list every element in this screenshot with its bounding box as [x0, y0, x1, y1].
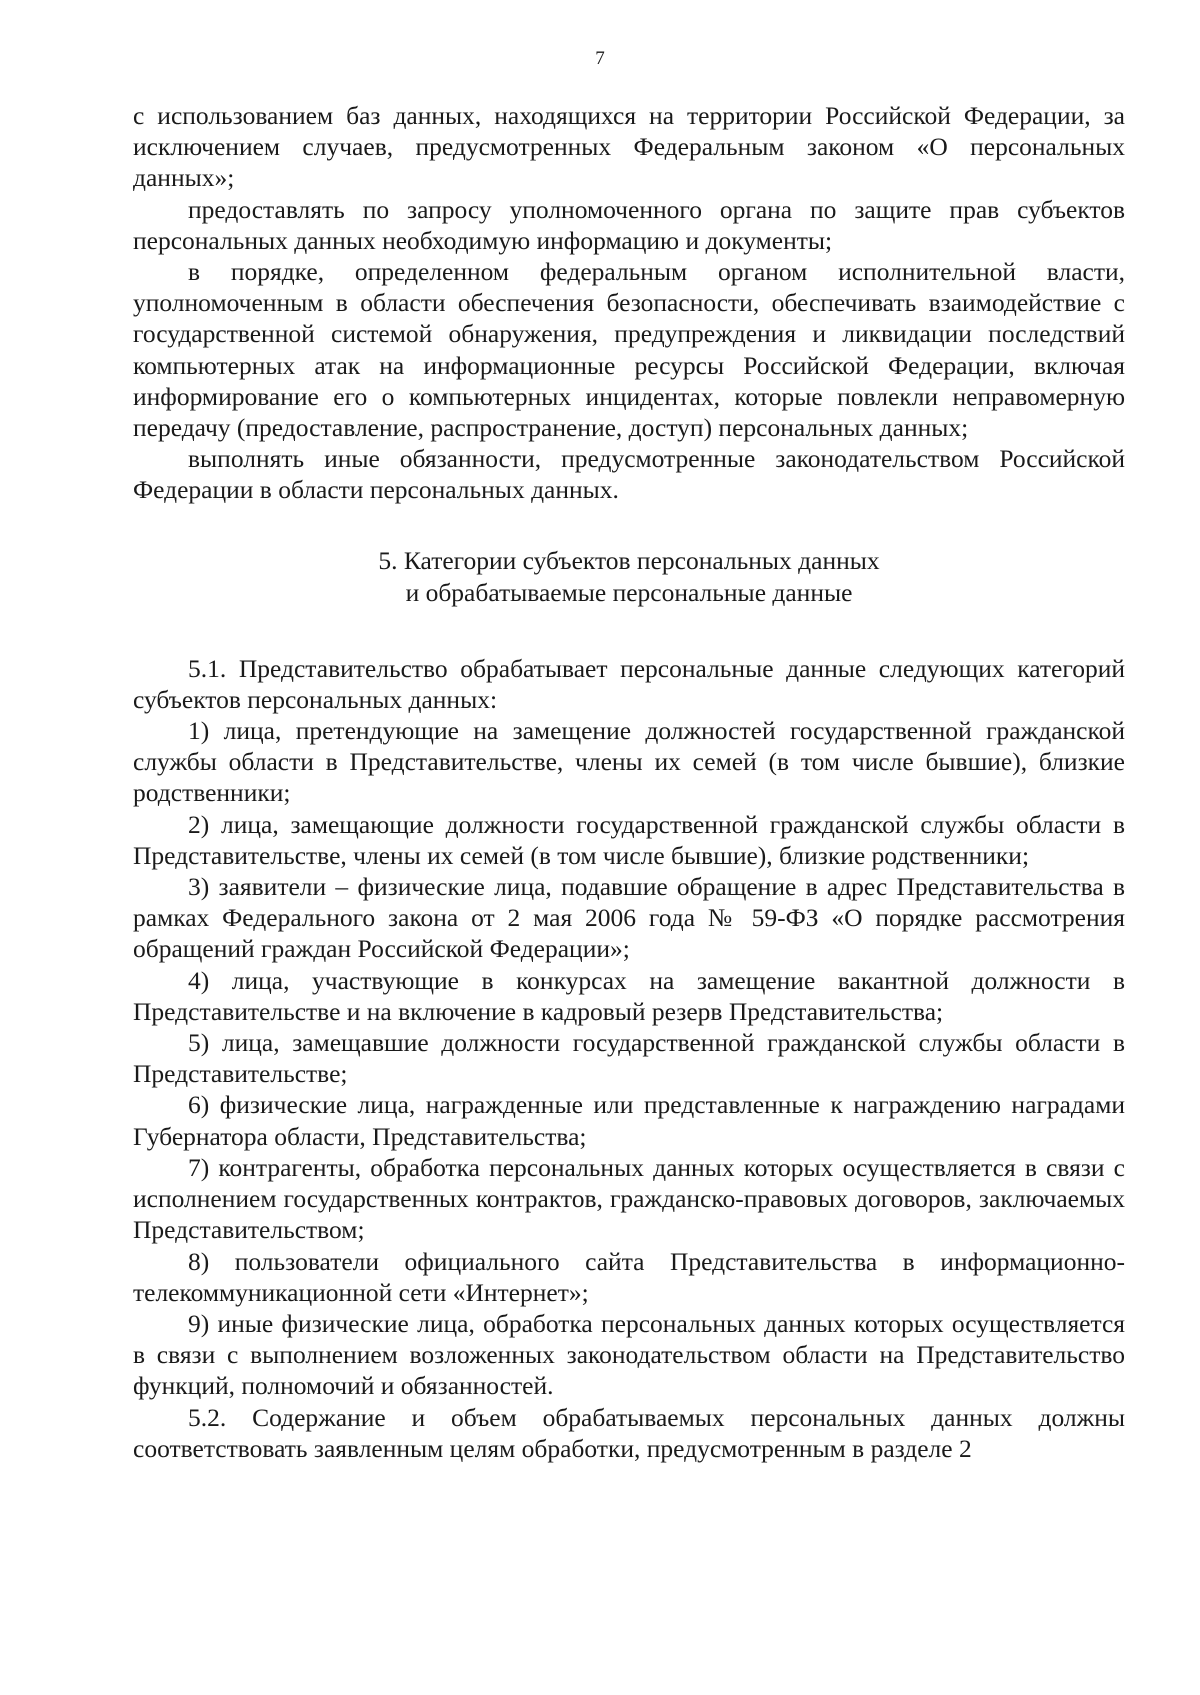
paragraph: с использованием баз данных, находящихся на территории Российской Федерации, за исключением случаев, предусмотренных Федеральным законом «О персональных данных»; [133, 101, 1125, 193]
paragraph: 5.1. Представительство обрабатывает персональные данные следующих категорий субъектов персональных данных: [133, 653, 1125, 714]
list-item: 5) лица, замещавшие должности государственной гражданской службы области в Представительстве; [133, 1028, 1125, 1089]
paragraph: в порядке, определенном федеральным органом исполнительной власти, уполномоченным в области обеспечения безопасности, обеспечивать взаимодействие с государственной системой обнаружения, предупреждения и ликвидации последствий компьютерных атак на информационные ресурсы Российской Федерации, включая информирование его о компьютерных инцидентах, которые повлекли неправомерную передачу (предоставление, распространение, доступ) персональных данных; [133, 257, 1125, 443]
list-item: 2) лица, замещающие должности государственной гражданской службы области в Представительстве, члены их семей (в том числе бывшие), близкие родственники; [133, 809, 1125, 870]
list-item: 7) контрагенты, обработка персональных данных которых осуществляется в связи с исполнением государственных контрактов, гражданско-правовых договоров, заключаемых Представительством; [133, 1152, 1125, 1245]
list-item: 9) иные физические лица, обработка персональных данных которых осуществляется в связи с выполнением возложенных законодательством области на Представительство функций, полномочий и обязанностей. [133, 1308, 1125, 1401]
list-item: 6) физические лица, награжденные или представленные к награждению наградами Губернатора области, Представительства; [133, 1090, 1125, 1151]
paragraph: 5.2. Содержание и объем обрабатываемых персональных данных должны соответствовать заявленным целям обработки, предусмотренным в разделе 2 [133, 1402, 1125, 1463]
paragraph: выполнять иные обязанности, предусмотренные законодательством Российской Федерации в области персональных данных. [133, 444, 1125, 505]
section-heading-line: 5. Категории субъектов персональных данных [378, 545, 880, 575]
section-heading-line: и обрабатываемые персональные данные [405, 577, 853, 607]
section-heading [133, 545, 1125, 609]
document-body [133, 100, 1125, 1464]
list-item: 4) лица, участвующие в конкурсах на замещение вакантной должности в Представительстве и на включение в кадровый резерв Представительства; [133, 965, 1125, 1026]
list-item: 3) заявители – физические лица, подавшие обращение в адрес Представительства в рамках Федерального закона от 2 мая 2006 года № 59-ФЗ «О порядке рассмотрения обращений граждан Российской Федерации»; [133, 872, 1125, 964]
paragraph: предоставлять по запросу уполномоченного органа по защите прав субъектов персональных данных необходимую информацию и документы; [133, 194, 1125, 255]
page-number: 7 [595, 48, 605, 69]
list-item: 8) пользователи официального сайта Представительства в информационно-телекоммуникационной сети «Интернет»; [133, 1246, 1125, 1307]
list-item: 1) лица, претендующие на замещение должностей государственной гражданской службы области в Представительстве, члены их семей (в том числе бывшие), близкие родственники; [133, 716, 1125, 808]
